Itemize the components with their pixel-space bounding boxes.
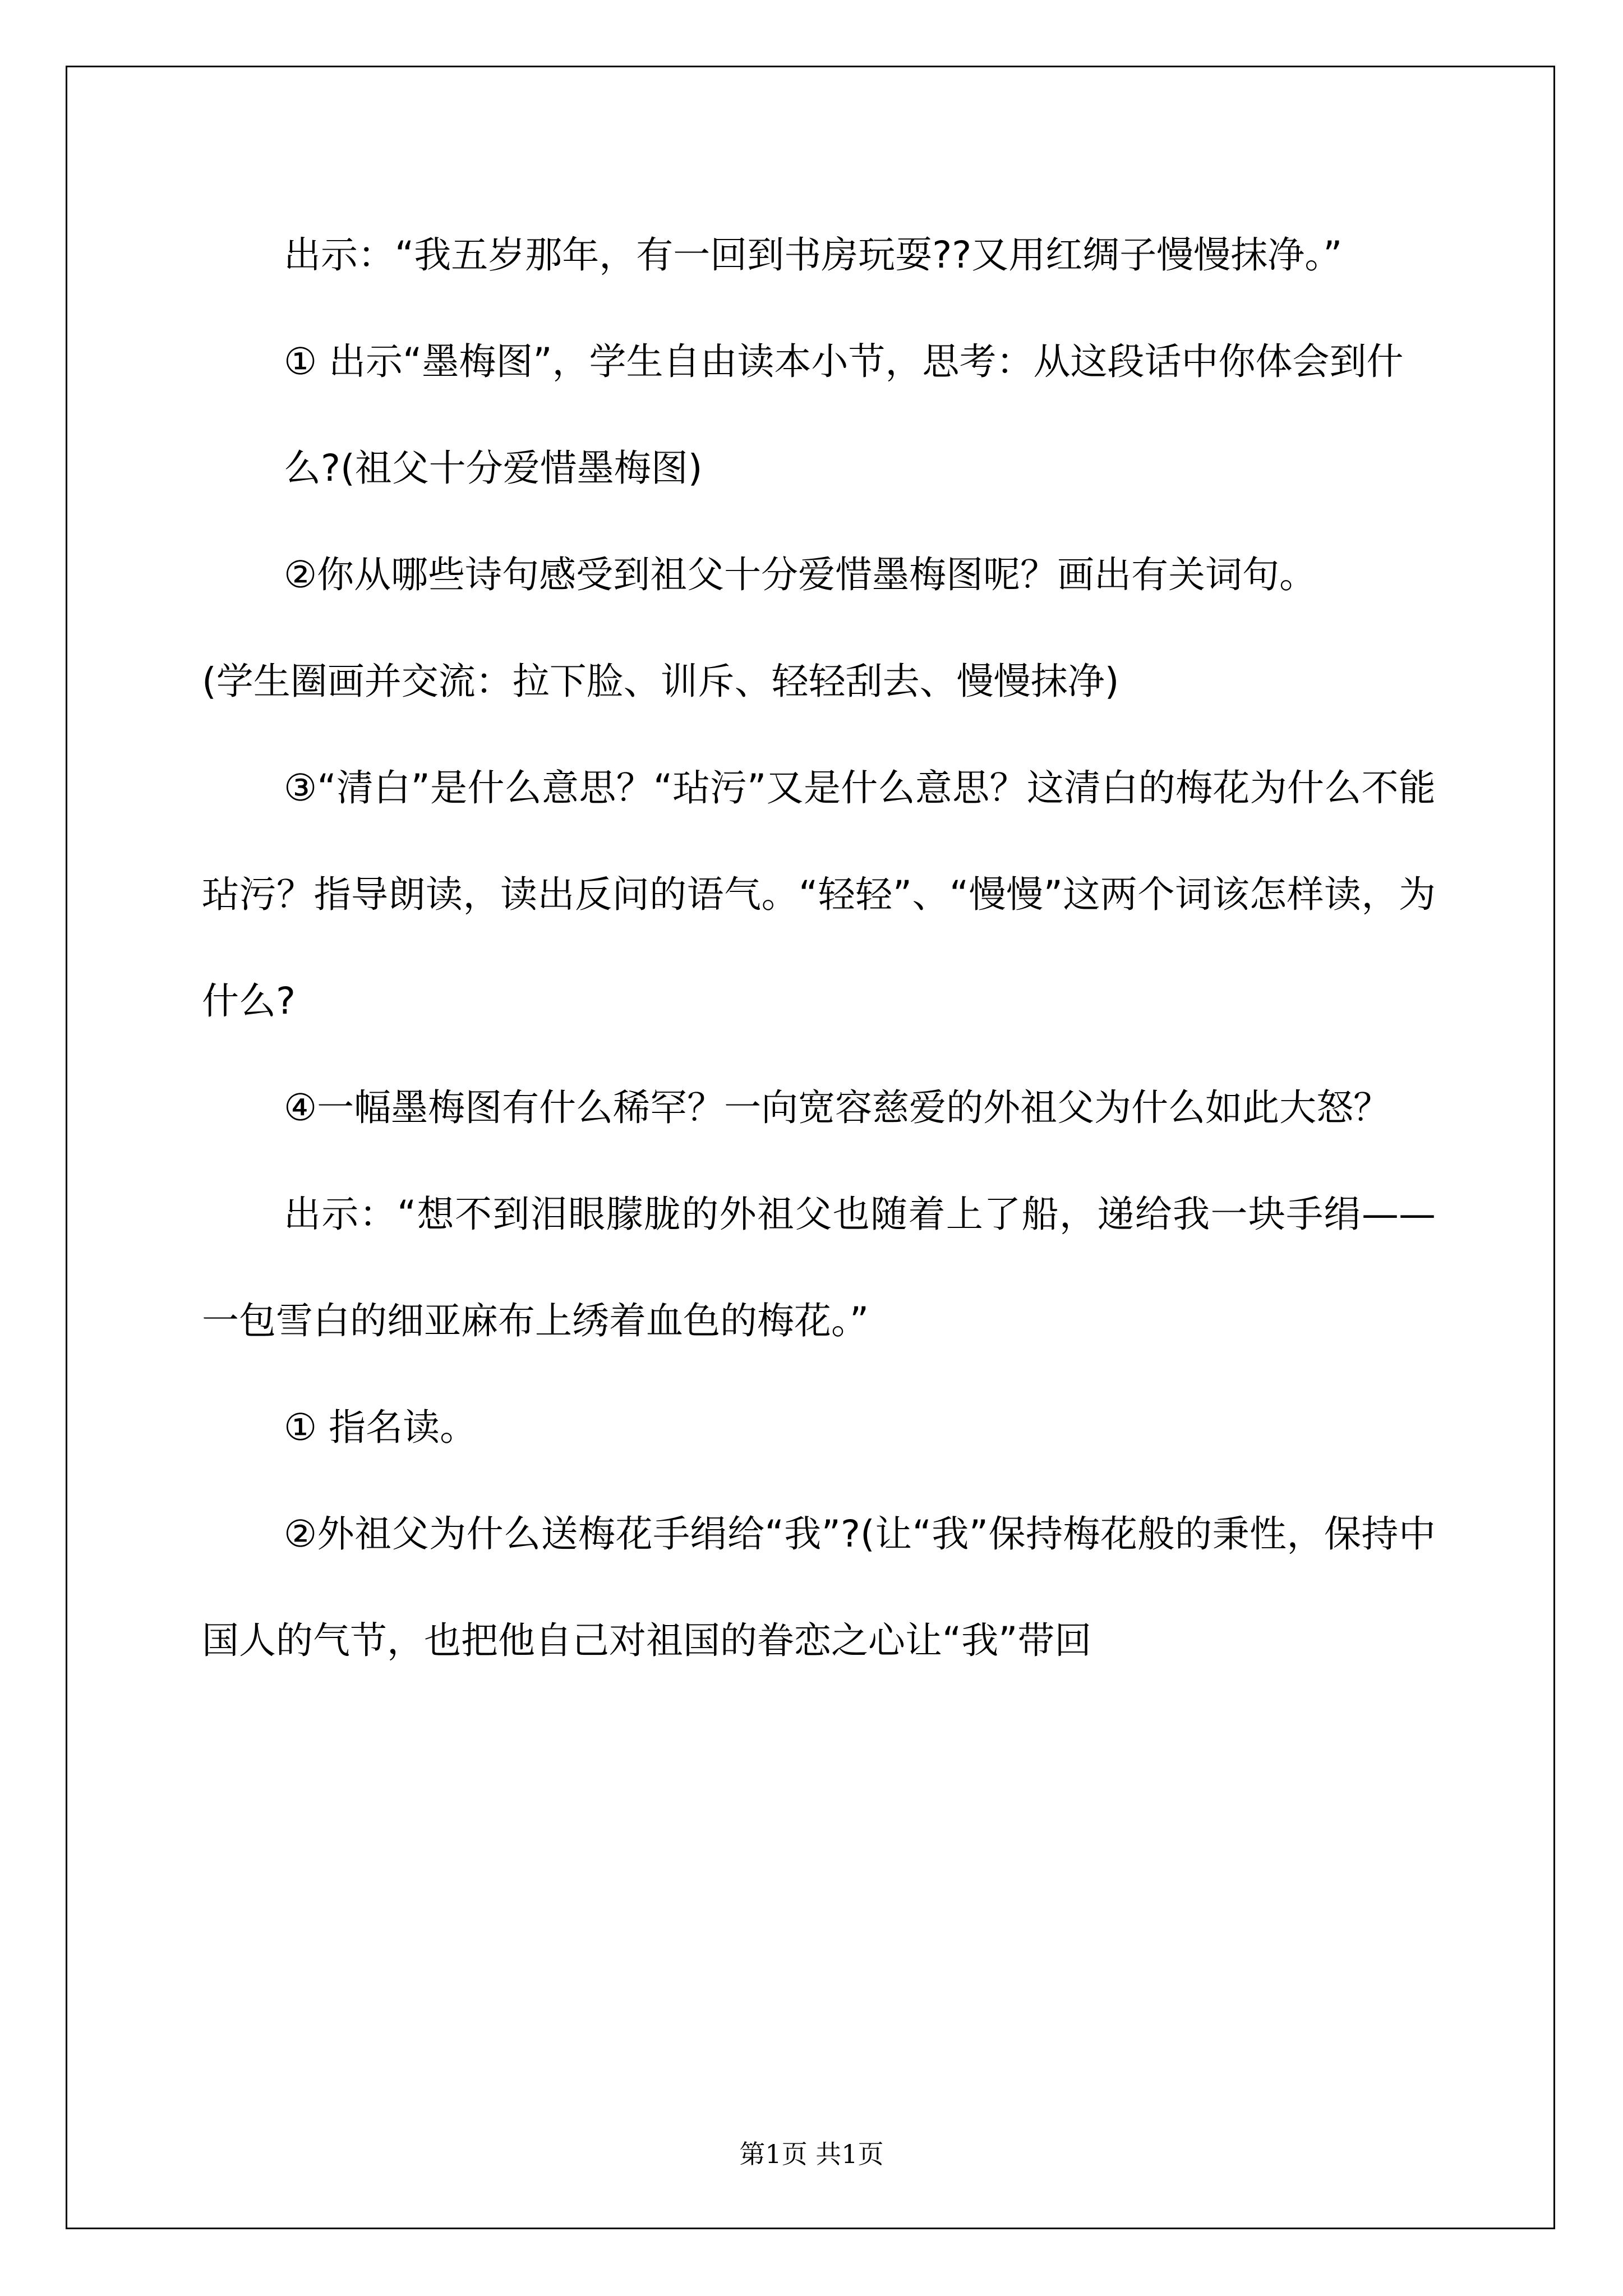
paragraph: ④一幅墨梅图有什么稀罕？一向宽容慈爱的外祖父为什么如此大怒？ (284, 1086, 1391, 1129)
paragraph: ① 出示“墨梅图”，学生自由读本小节，思考：从这段话中你体会到什 (284, 340, 1404, 383)
paragraph: 么?(祖父十分爱惜墨梅图) (284, 447, 703, 490)
paragraph: ②外祖父为什么送梅花手绢给“我”?(让“我”保持梅花般的秉性，保持中国人的气节，也把他自己对祖国的眷恋之心让“我”带回 (202, 1512, 1436, 1662)
paragraph: ②你从哪些诗句感受到祖父十分爱惜墨梅图呢？画出有关词句。 (284, 553, 1317, 596)
document-body (202, 202, 1436, 1694)
paragraph: 出示：“想不到泪眼朦胧的外祖父也随着上了船，递给我一块手绢—— 一包雪白的细亚麻布上绣着血色的梅花。” (202, 1193, 1436, 1342)
paragraph: (学生圈画并交流：拉下脸、训斥、轻轻刮去、慢慢抹净) (202, 660, 1119, 703)
paragraph: ① 指名读。 (284, 1406, 477, 1449)
paragraph: 出示：“我五岁那年，有一回到书房玩耍??又用红绸子慢慢抹净。” (284, 233, 1343, 277)
page-footer: 第1页 共1页 (739, 2139, 884, 2169)
paragraph: ③“清白”是什么意思？“玷污”又是什么意思？这清白的梅花为什么不能玷污？指导朗读，读出反问的语气。“轻轻”、“慢慢”这两个词该怎样读，为什么? (202, 766, 1436, 1023)
